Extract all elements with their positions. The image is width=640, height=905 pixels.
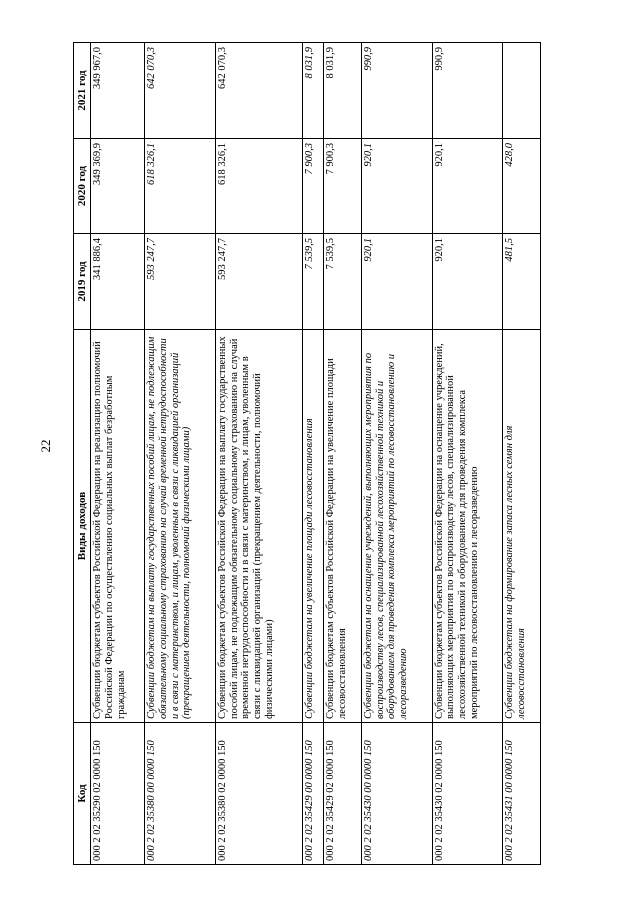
cell-2021: 642 070,3 (145, 43, 216, 139)
cell-code: 000 2 02 35429 00 0000 150 (303, 723, 324, 865)
cell-2021: 990,9 (432, 43, 503, 139)
cell-code: 000 2 02 35429 02 0000 150 (324, 723, 362, 865)
cell-code: 000 2 02 35290 02 0000 150 (91, 723, 145, 865)
cell-2019: 593 247,7 (215, 234, 302, 330)
cell-2019: 7 539,5 (303, 234, 324, 330)
header-2019: 2019 год (74, 234, 91, 330)
table-row (432, 43, 503, 865)
cell-2019: 920,1 (432, 234, 503, 330)
cell-2021: 8 031,9 (303, 43, 324, 139)
table-header-row (74, 43, 91, 865)
cell-2021: 990,9 (361, 43, 432, 139)
cell-2019: 7 539,5 (324, 234, 362, 330)
cell-2020: 618 326,1 (145, 139, 216, 234)
cell-code: 000 2 02 35380 02 0000 150 (215, 723, 302, 865)
cell-name: Субвенции бюджетам на выплату государственных пособий лицам, не подлежащим обязательному социальному страхованию на случай временной нетрудоспособности и в связи с материнством, и лицам, уволенным в связи с ликвидацией организаций (прекращением деятельности, полномочий физическими лицами) (145, 330, 216, 723)
table-row (145, 43, 216, 865)
table-row (303, 43, 324, 865)
cell-code: 000 2 02 35430 00 0000 150 (361, 723, 432, 865)
cell-2019: 920,1 (361, 234, 432, 330)
cell-name: Субвенции бюджетам субъектов Российской Федерации на реализацию полномочий Российской Федерации по осуществлению социальных выплат безработным гражданам (91, 330, 145, 723)
cell-code: 000 2 02 35380 00 0000 150 (145, 723, 216, 865)
table-row (324, 43, 362, 865)
cell-2019: 593 247,7 (145, 234, 216, 330)
table-body (91, 43, 541, 865)
cell-2019: 341 886,4 (91, 234, 145, 330)
cell-name: Субвенции бюджетам на увеличение площади лесовосстановления (303, 330, 324, 723)
table-row (361, 43, 432, 865)
cell-name: Субвенции бюджетам субъектов Российской Федерации на увеличение площади лесовосстановления (324, 330, 362, 723)
header-2021: 2021 год (74, 43, 91, 139)
cell-2021: 642 070,3 (215, 43, 302, 139)
cell-code: 000 2 02 35430 02 0000 150 (432, 723, 503, 865)
revenue-table-container (73, 43, 541, 865)
cell-name: Субвенции бюджетам субъектов Российской Федерации на выплату государственных пособий лицам, не подлежащим обязательному социальному страхованию на случай временной нетрудоспособности и в связи с материнством, и лицам, уволенным в связи с ликвидацией организаций (прекращением деятельности, полномочий физическими лицами) (215, 330, 302, 723)
cell-2019: 481,5 (503, 234, 541, 330)
header-2020: 2020 год (74, 139, 91, 234)
cell-code: 000 2 02 35431 00 0000 150 (503, 723, 541, 865)
header-code: Код (74, 723, 91, 865)
cell-2021: 349 967,0 (91, 43, 145, 139)
table-row (503, 43, 541, 865)
table-row (215, 43, 302, 865)
revenue-table (73, 42, 541, 865)
cell-2020: 920,1 (361, 139, 432, 234)
cell-2020: 7 900,3 (303, 139, 324, 234)
cell-name: Субвенции бюджетам субъектов Российской Федерации на оснащение учреждений, выполняющих мероприятия по воспроизводству лесов, специализированной лесохозяйственной техникой и оборудованием для проведения комплекса мероприятий по лесовосстановлению и лесоразведению (432, 330, 503, 723)
cell-2021 (503, 43, 541, 139)
cell-2020: 7 900,3 (324, 139, 362, 234)
cell-2020: 618 326,1 (215, 139, 302, 234)
cell-2021: 8 031,9 (324, 43, 362, 139)
cell-2020: 920,1 (432, 139, 503, 234)
cell-name: Субвенции бюджетам на формирование запаса лесных семян для лесовосстановления (503, 330, 541, 723)
header-name: Виды доходов (74, 330, 91, 723)
table-row (91, 43, 145, 865)
cell-name: Субвенции бюджетам на оснащение учреждений, выполняющих мероприятия по воспроизводству лесов, специализированной лесохозяйственной техникой и оборудованием для проведения комплекса мероприятий по лесовосстановлению и лесоразведению (361, 330, 432, 723)
page-number: 22 (38, 439, 53, 453)
cell-2020: 349 369,9 (91, 139, 145, 234)
cell-2020: 428,0 (503, 139, 541, 234)
